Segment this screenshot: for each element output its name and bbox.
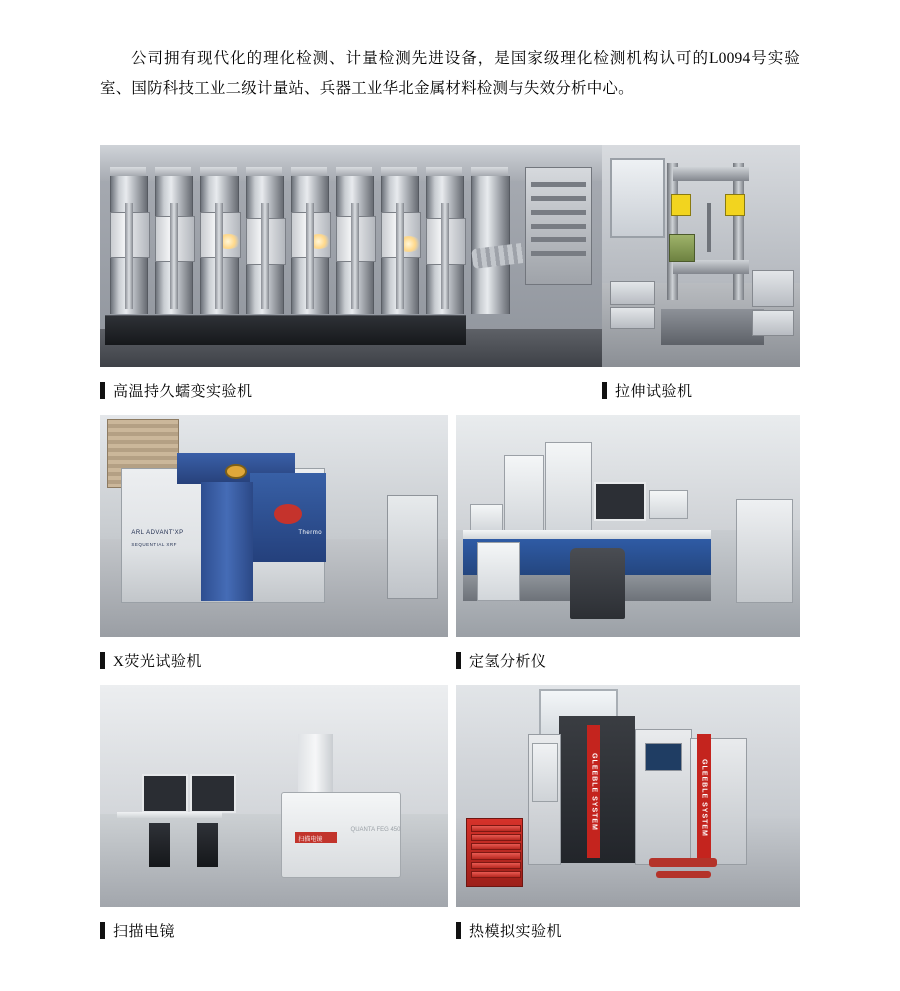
intro-paragraph: 公司拥有现代化的理化检测、计量检测先进设备，是国家级理化检测机构认可的L0094号实验室、国防科技工业二级计量站、兵器工业华北金属材料检测与失效分析中心。 <box>100 49 800 97</box>
gleeble-banner-label: GLEEBLE SYSTEM <box>590 752 598 831</box>
gallery-item <box>456 415 800 677</box>
xrf-brand-label: Thermo <box>298 530 323 537</box>
caption-text: 定氢分析仪 <box>469 653 547 670</box>
gallery-item <box>100 685 448 947</box>
caption-text: X荧光试验机 <box>113 653 202 670</box>
caption-marker <box>456 652 461 669</box>
photo-caption <box>456 637 800 677</box>
photo-caption <box>602 367 800 407</box>
xrf-model-label: ARL ADVANT'XP <box>131 530 184 537</box>
caption-text: 拉伸试验机 <box>615 383 693 400</box>
photo-caption <box>100 367 602 407</box>
gallery-row <box>100 145 800 407</box>
xrf-sub-label: SEQUENTIAL XRF <box>131 541 177 547</box>
caption-text: 高温持久蠕变实验机 <box>113 383 253 400</box>
sem-model-label: QUANTA FEG 450 <box>350 827 401 834</box>
gleeble-banner-label-2: GLEEBLE SYSTEM <box>700 759 708 838</box>
gallery-item <box>100 145 602 407</box>
photo-caption <box>100 637 448 677</box>
photo-tensile-machine <box>602 145 800 367</box>
photo-thermal-simulator <box>456 685 800 907</box>
photo-sem <box>100 685 448 907</box>
caption-marker <box>100 922 105 939</box>
caption-marker <box>100 652 105 669</box>
gallery-row <box>100 685 800 947</box>
gallery-item <box>602 145 800 407</box>
photo-creep-machine <box>100 145 602 367</box>
photo-caption <box>456 907 800 947</box>
caption-text: 热模拟实验机 <box>469 923 563 940</box>
caption-text: 扫描电镜 <box>113 923 176 940</box>
sem-tag-label: 扫描电镜 <box>298 836 323 843</box>
photo-caption <box>100 907 448 947</box>
photo-hydrogen-analyzer <box>456 415 800 637</box>
gallery-item <box>456 685 800 947</box>
caption-marker <box>456 922 461 939</box>
equipment-gallery <box>100 145 800 947</box>
caption-marker <box>602 382 607 399</box>
photo-xrf-analyzer <box>100 415 448 637</box>
gallery-item <box>100 415 448 677</box>
gallery-row <box>100 415 800 677</box>
caption-marker <box>100 382 105 399</box>
